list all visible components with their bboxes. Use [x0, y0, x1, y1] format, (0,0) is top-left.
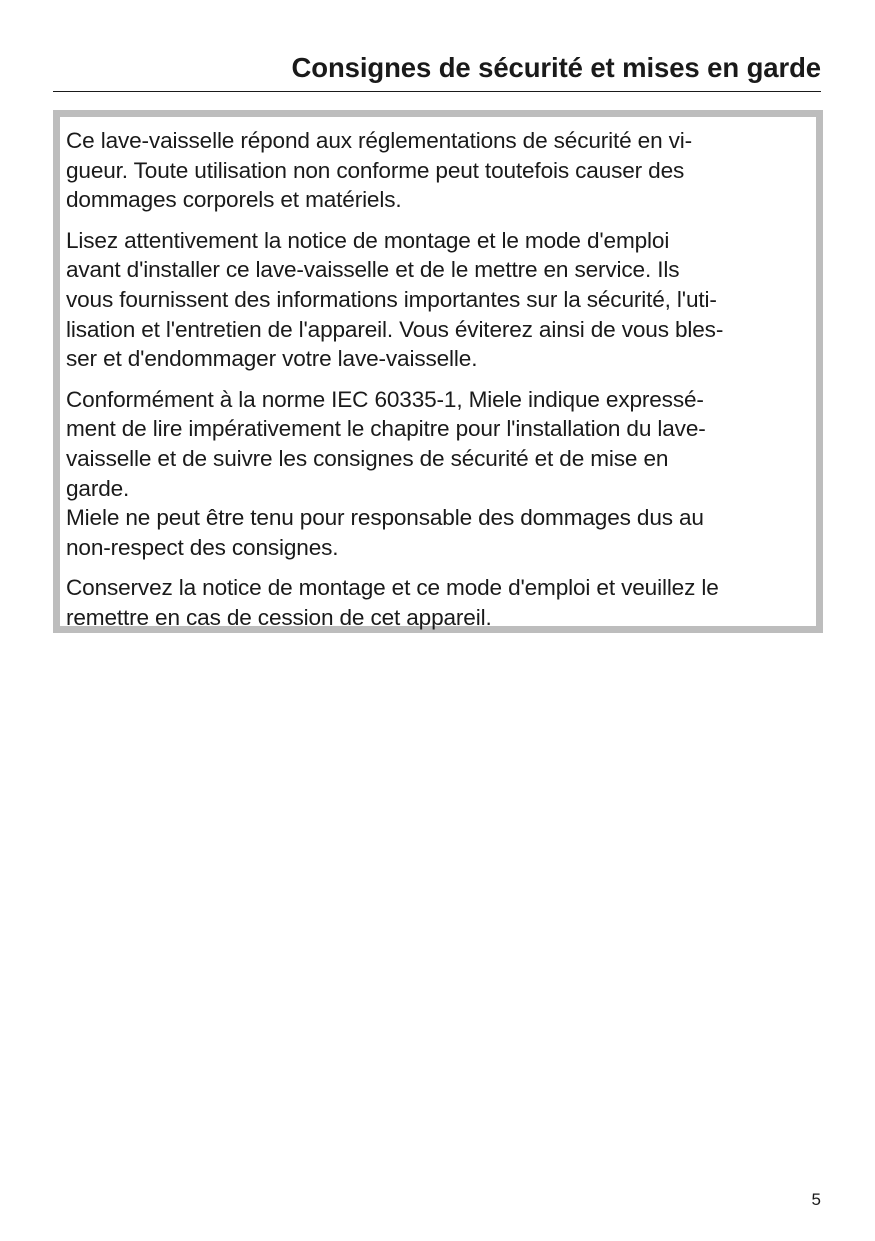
read-instructions-paragraph	[66, 226, 816, 374]
text-line: vaisselle et de suivre les consignes de sécurité et de mise en	[66, 445, 669, 471]
text-line: garde.	[66, 475, 130, 501]
page-number: 5	[811, 1190, 821, 1209]
text-line: Conformément à la norme IEC 60335-1, Miele indique expressé-	[66, 386, 704, 412]
text-line: dommages corporels et matériels.	[66, 187, 402, 213]
text-line: lisation et l'entretien de l'appareil. Vous éviterez ainsi de vous bles-	[66, 316, 724, 342]
text-line: non-respect des consignes.	[66, 534, 339, 560]
page-title: Consignes de sécurité et mises en garde	[291, 52, 821, 83]
text-line: gueur. Toute utilisation non conforme peut toutefois causer des	[66, 157, 685, 183]
text-line: vous fournissent des informations importantes sur la sécurité, l'uti-	[66, 286, 717, 312]
page-header	[53, 50, 821, 92]
text-line: remettre en cas de cession de cet appareil.	[66, 604, 492, 630]
keep-manual-paragraph	[66, 573, 816, 632]
text-line: avant d'installer ce lave-vaisselle et de le mettre en service. Ils	[66, 257, 680, 283]
standard-notice-paragraph	[66, 385, 816, 563]
text-line: Ce lave-vaisselle répond aux réglementations de sécurité en vi-	[66, 128, 693, 153]
text-line: Lisez attentivement la notice de montage et le mode d'emploi	[66, 227, 670, 253]
compliance-paragraph	[66, 126, 816, 215]
text-line: ment de lire impérativement le chapitre pour l'installation du lave-	[66, 416, 706, 442]
text-line: ser et d'endommager votre lave-vaisselle.	[66, 346, 478, 372]
safety-warning-box	[53, 110, 823, 633]
text-line: Conservez la notice de montage et ce mode d'emploi et veuillez le	[66, 575, 719, 601]
text-line: Miele ne peut être tenu pour responsable des dommages dus au	[66, 505, 704, 531]
